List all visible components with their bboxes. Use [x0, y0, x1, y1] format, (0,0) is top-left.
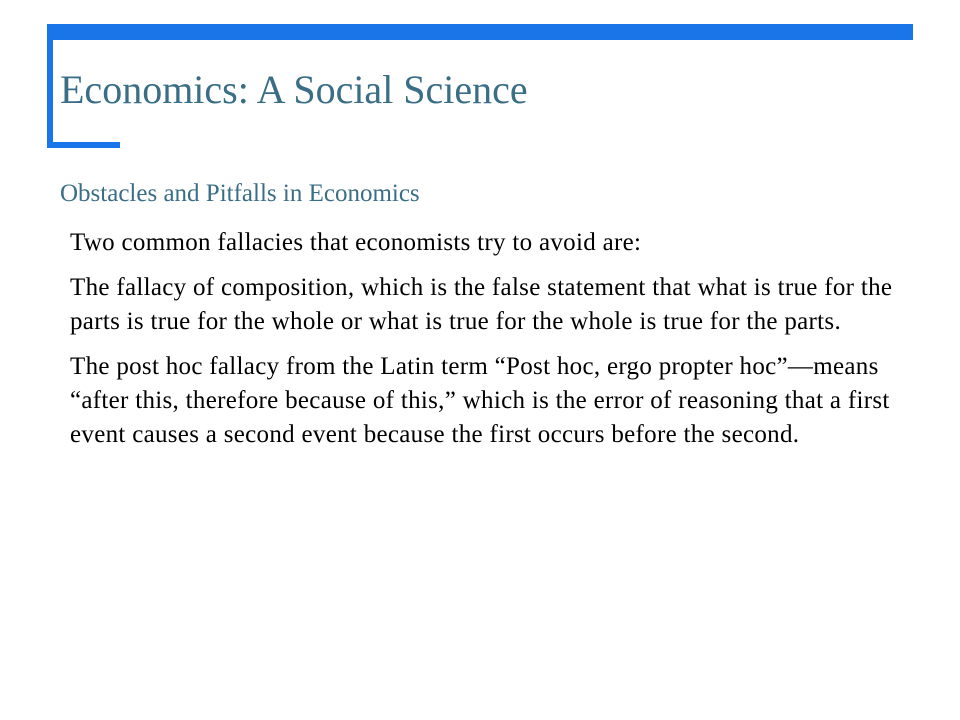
- slide-title: Economics: A Social Science: [60, 67, 528, 112]
- slide-body: [70, 226, 900, 463]
- intro-paragraph: Two common fallacies that economists try to avoid are:: [70, 229, 642, 256]
- fallacy-of-composition-paragraph: The fallacy of composition, which is the false statement that what is true for the parts is true for the whole or what is true for the whole is true for the parts.: [70, 274, 893, 335]
- post-hoc-fallacy-paragraph: The post hoc fallacy from the Latin term “Post hoc, ergo propter hoc”—means “after this, therefore because of this,” which is the error of reasoning that a first event causes a second event because the first occurs before the second.: [70, 353, 890, 448]
- left-accent-bar: [47, 24, 53, 148]
- top-accent-bar: [47, 24, 913, 40]
- bottom-accent-tab: [47, 142, 120, 148]
- slide-subtitle: Obstacles and Pitfalls in Economics: [60, 180, 420, 207]
